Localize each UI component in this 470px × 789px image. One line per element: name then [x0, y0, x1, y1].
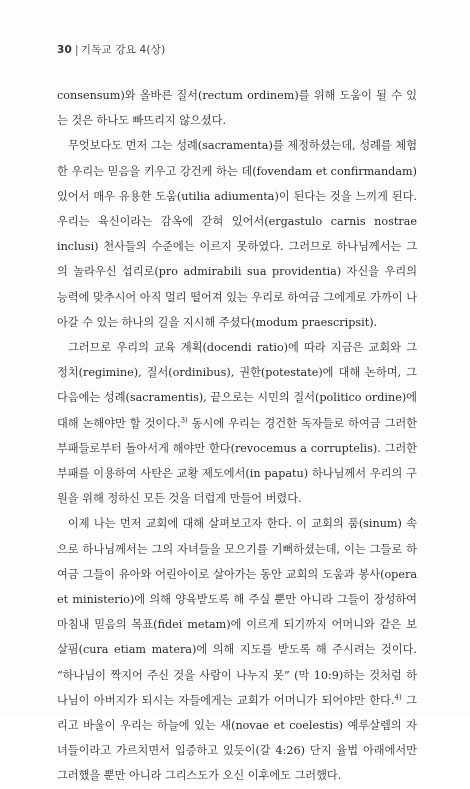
paragraph-text: 그러므로 우리의 교육 계획(docendi ratio)에 따라 지금은 교회와 그 정치(regimine), 질서(ordinibus), 권한(potestate)에 대해 논하며, 그 다음에는 성례(sacramentis), 끝으로는 시민의 질서(politico ordine)에 대해 논해야만 할 것이다.: [57, 341, 417, 430]
paragraph: [57, 83, 417, 133]
paragraph-text: 무엇보다도 먼저 그는 성례(sacramenta)를 제정하셨는데, 성례를 체험한 우리는 믿음을 키우고 강건케 하는 데(fovendam et confirmandam) 있어서 매우 유용한 도움(utilia adiumenta)이 된다는 것을 느끼게 된다. 우리는 육신이라는 감옥에 갇혀 있어서(ergastulo carnis nostrae inclusi) 천사들의 수준에는 이르지 못하였다. 그러므로 하나님께서는 그의 놀라우신 섭리로(pro admirabili sua providentia) 자신을 우리의 능력에 맞추시어 아직 멀리 떨어져 있는 우리로 하여금 그에게로 가까이 나아갈 수 있는 하나의 길을 지시해 주셨다(modum praescripsit).: [57, 139, 417, 329]
paragraph-text: 그리고 바울이 우리는 하늘에 있는 새(novae et coelestis) 예루살렘의 자녀들이라고 가르치면서 입증하고 있듯이(갈 4:26) 단지 율법 아래에서만 그러했을 뿐만 아니라 그리스도가 오신 이후에도 그러했다.: [57, 693, 417, 783]
paragraph: [57, 335, 417, 511]
page-number: 30: [57, 44, 73, 56]
paragraph-text: 동시에 우리는 경건한 독자들로 하여금 그러한 부패들로부터 돌아서게 해야만 한다(revocemus a corruptelis). 그러한 부패를 이용하여 사탄은 교황 제도에서(in papatu) 하나님께서 우리의 구원을 위해 정하신 모든 것을 더럽게 만들어 버렸다.: [57, 416, 417, 506]
body-text: [57, 83, 417, 789]
running-title: 기독교 강요 4(상): [80, 44, 166, 56]
header-separator: |: [75, 44, 79, 56]
running-header: [57, 42, 165, 57]
paragraph-text: consensum)와 올바른 질서(rectum ordinem)를 위해 도움이 될 수 있는 것은 하나도 빠뜨리지 않으셨다.: [57, 89, 417, 128]
paragraph: [57, 133, 417, 335]
paragraph-text: 이제 나는 먼저 교회에 대해 살펴보고자 한다. 이 교회의 품(sinum) 속으로 하나님께서는 그의 자녀들을 모으기를 기뻐하셨는데, 이는 그들로 하여금 그들이 유아와 어린아이로 살아가는 동안 교회의 도움과 봉사(opera et ministerio)에 의해 양육받도록 해 주실 뿐만 아니라 그들이 장성하여 마침내 믿음의 목표(fidei metam)에 이르게 되기까지 어머니와 같은 보살핌(cura etiam matera)에 의해 지도를 받도록 해 주시려는 것이다. “하나님이 짝지어 주신 것을 사람이 나누지 못” (막 10:9)하는 것처럼 하나님이 아버지가 되시는 자들에게는 교회가 어머니가 되어야만 한다.: [57, 517, 417, 707]
paragraph: [57, 511, 417, 788]
footnote-marker: 3): [180, 415, 188, 424]
footnote-marker: 4): [394, 693, 402, 702]
